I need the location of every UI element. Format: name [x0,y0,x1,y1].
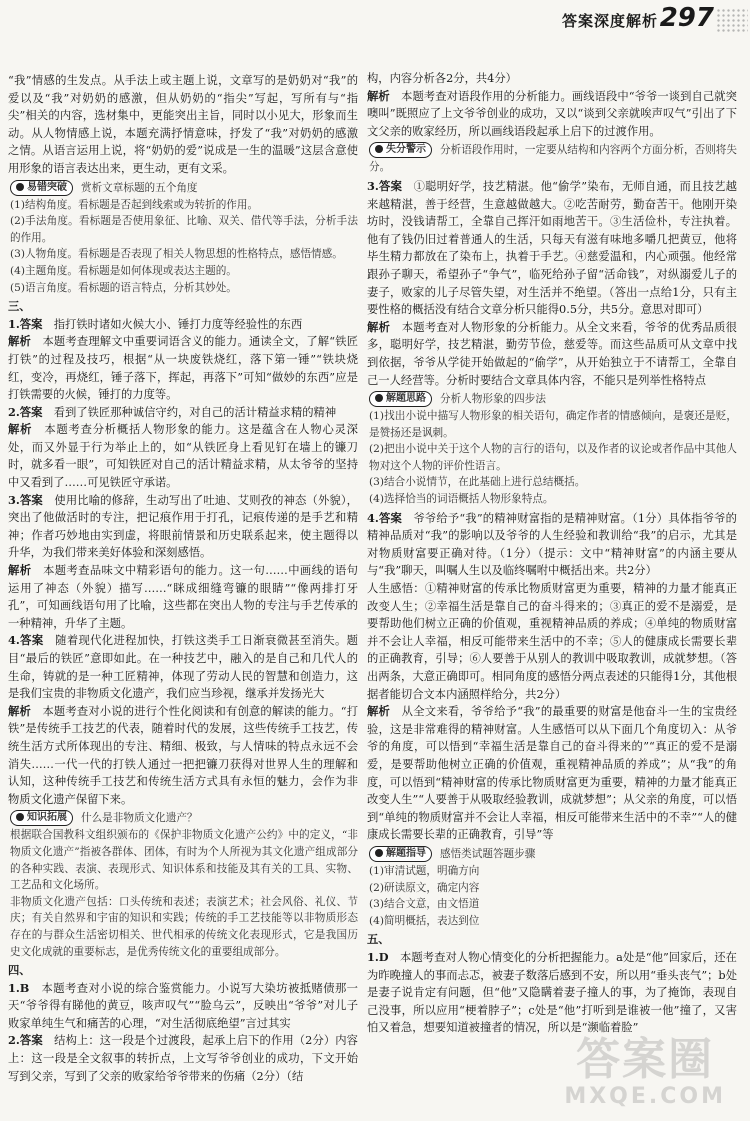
analysis-item: 解析 本题考查分析概括人物形象的能力。这是蕴含在人物心灵深处，而又外显于行为举止上的，如“从铁匠身上看见钉在墙上的镰刀时，就多看一眼”，可知铁匠对自己的活计精益求精，从太爷爷的坚持中又看到了……可见铁匠守承诺。 [8,422,358,490]
tip-tag: 解题思路 [369,391,432,407]
tip-box-steps [367,846,737,929]
answer-item: 4.答案 随着现代化进程加快，打铁这类手工日渐衰微甚至消失。题目“最后的铁匠”意即如此。在一种技艺中，融入的是自己和几代人的生命，铸就的是一种工匠精神，体现了劳动人民的智慧和创造力，这是我们宝贵的非物质文化遗产，我们应当珍视，继承并发扬光大 [8,633,358,701]
tip-line: (3)人物角度。看标题是否表现了相关人物思想的性格特点，感悟情感。 [10,248,343,261]
tip-line: (1)结构角度。看标题是否起到线索或为转折的作用。 [10,198,259,211]
watermark-logo: 答案圈 [576,1034,715,1085]
tip-line: (4)主题角度。看标题是如何体现或表达主题的。 [10,264,237,277]
header-title: 答案深度解析 [561,12,658,30]
answer-item: 1.答案 指打铁时诸如火候大小、锤打力度等经验性的东西 [8,316,303,331]
tip-tag: 失分警示 [369,142,432,158]
tip-line: (1)审清试题，明确方向 [369,864,480,877]
watermark-url: MXQE.COM [564,1084,726,1109]
analysis-item: 解析 本题考查对小说的进行个性化阅读和有创意的解读的能力。“打铁”是传统手工技艺的代表，随着时代的发展，这些传统手工技艺，传统生活方式所体现出的专注、精细、极致，与人情味的特点永远不会消失……一代一代的打铁人通过一把把镰刀获得对世界人生的理解和认知，这种传统手工技艺和传统生活方式具有永恒的魅力，会作为非物质文化遗产保留下来。 [8,703,358,806]
right-column [367,70,737,1037]
tip-line: (5)语言角度。看标题的语言特点，分析其妙处。 [10,281,237,294]
analysis-item: 解析 本题考查理解文中重要词语含义的能力。通读全文，了解“铁匠打铁”的过程及技巧，根据“从一块废铁烧红，落下第一锤”“铁块烧红，变冷，再烧红，锤子落下，挥起，再落下”可知“做妙的东西”应是打铁需要的火候，锤打的力度等。 [8,334,358,402]
tip-text: 分析语段作用时，一定要从结构和内容两个方面分析，否则将失分。 [369,144,737,174]
analysis-item: 解析 从全文来看，爷爷给予“我”的最重要的财富是他奋斗一生的宝贵经验，这是非常难得的精神财富。人生感悟可以从下面几个角度切入：从爷爷的角度，可以悟到“幸福生活是靠自己的奋斗得来的”“真正的爱不是溺爱，是要帮助他树立正确的价值观，重视精神品质的养成”；从“我”的角度，可以悟到“精神财富的传承比物质财富更为重要，精神的力量才能真正改变人生”“人要善于从吸取经验教训，成就梦想”；从父亲的角度，可以悟到“单纯的物质财富并不会让人幸福，相反可能带来生活中的不幸”“人的健康成长需要长辈的正确教育，引导”等 [367,704,737,842]
tip-box-method [367,391,737,508]
watermark [564,1036,726,1109]
analysis-item: 解析 本题考查对人物形象的分析能力。从全文来看，爷爷的优秀品质很多，聪明好学，技艺精湛，勤劳节俭，慈爱等。而这些品质可从文章中找到依据，爷爷从学徒开始做起的“偷学”，从开始独立于不请帮工，全靠自己一人经营等。分析时要结合文章具体内容，不能只是列举性格特点 [367,319,737,387]
decorative-dots [716,8,748,32]
answer-item: 3.答案 ①聪明好学，技艺精湛。他“偷学”染布，无师自通，而且技艺越来越精湛，善于经营，生意越做越大。②吃苦耐劳，勤奋苦干。他刚开染坊时，没钱请帮工，全靠自己挥汗如雨地苦干。③生活俭朴，专注执着。他有了钱仍旧过着普通人的生活，只每天有滋有味地多嚼几把黄豆，他将毕生精力都放在了染布上，执着于手艺。④慈爱温和，内心顽强。他经常跟孙子聊天，希望孙子“争气”，临死给孙子留“活命钱”，对纵溺爱儿子的妻子，败家的儿子尽管失望，对生活并不绝望。（答出一点给1分，只有主要性格的概括没有结合文章分析只能得0.5分，共5分。意思对即可） [367,178,737,317]
tip-intro: 赏析文章标题的五个角度 [81,181,198,194]
tip-line: 根据联合国教科文组织颁布的《保护非物质文化遗产公约》中的定义，“非物质文化遗产”指被各群体、团体，有时为个人所视为其文化遗产组成部分的各种实践、表演、表现形式、知识体系和技能及其有关的工具、实物、工艺品和文化场所。 [10,829,358,892]
analysis-item: 解析 本题考查品味文中精彩语句的能力。这一句……中画线的语句运用了神态（外貌）描写……“眯成细缝弯镰的眼睛”“像两排打牙孔”，可知画线语句用了比喻，这些都在突出人物的专注与手艺传承的一种精神，升华了主题。 [8,563,358,630]
tip-intro: 分析人物形象的四步法 [440,393,546,406]
analysis-item: 解析 本题考查对语段作用的分析能力。画线语段中“爷爷一谈到自己就突噢叫”既照应了上文爷爷创业的成功，又以“谈到父亲就唉声叹气”引出了下文父亲的败家经历，所以画线语段起承上启下的过渡作用。 [367,88,737,138]
section-heading: 四、 [8,963,31,978]
left-column [8,72,358,1085]
paragraph: 构，内容分析各2分，共4分） [367,72,517,85]
tip-intro: 什么是非物质文化遗产？ [81,812,198,825]
tip-tag: 解题指导 [369,846,432,862]
tip-tag: 知识拓展 [10,810,73,826]
section-heading: 五、 [367,932,390,947]
tip-line: (3)结合小说情节，在此基础上进行总结概括。 [369,476,586,489]
tip-line: (2)手法角度。看标题是否使用象征、比喻、双关、借代等手法，分析手法的作用。 [10,215,358,244]
page-header [0,0,750,40]
paragraph: “我”情感的生发点。从手法上或主题上说，文章写的是奶奶对“我”的爱以及“我”对奶奶的感激，但从奶奶的“指尖”写起，写所有与“指尖”相关的内容，选材集中，更能突出主旨，同时以小见大，形象而生动。从人物情感上说，本题充满抒情意味，抒发了“我”对奶奶的感激之情。从语言运用上说，将“奶奶的爱”说成是一生的温暖”这层含意使用形象的语言表达出来，更生动，更有文采。 [8,74,358,175]
tip-box-heritage [8,810,358,960]
answer-item: 2.答案 结构上：这一段是个过渡段，起承上启下的作用（2分）内容上：这一段是全文叙事的转折点，上文写爷爷创业的成功，下文开始写到父亲，写到了父亲的败家给爷爷带来的伤痛（2分）（结 [8,1033,358,1083]
tip-intro: 感悟类试题答题步骤 [440,847,536,860]
tip-box-title-analysis [8,180,358,297]
answer-item: 3.答案 使用比喻的修辞，生动写出了吐迪、艾则孜的神态（外貌），突出了他做活时的专注，把记痕作用于打孔，记痕传递的是手艺和精神；作者巧妙地由实到虚，将眼前情景和历史联系起来，使主题得以升华，为我们带来美好体验和深刻感悟。 [8,492,358,560]
tip-line: 非物质文化遗产包括：口头传统和表述；表演艺术；社会风俗、礼仪、节庆；有关自然界和宇宙的知识和实践；传统的手工艺技能等以非物质形态存在的与群众生活密切相关、世代相承的传统文化表现形式，它是我国历史文化成就的重要标志，是优秀传统文化的重要组成部分。 [10,895,358,958]
section-heading: 三、 [8,299,31,314]
answer-item: 2.答案 看到了铁匠那种诚信守约，对自己的活计精益求精的精神 [8,404,337,419]
paragraph: 人生感悟：①精神财富的传承比物质财富更为重要，精神的力量才能真正改变人生；②幸福生活是靠自己的奋斗得来的；③真正的爱不是溺爱，是要帮助他们树立正确的价值观，重视精神品质的养成；④单纯的物质财富并不会让人幸福，相反可能带来生活中的不幸；⑤人的健康成长需要长辈的正确教育，引导；⑥人要善于从别人的教训中吸取教训，成就梦想。（答出两条，大意正确即可。相同角度的感悟分两点表述的只能得1分，其他根据者能切合文本内涵照样给分，共2分） [367,582,737,701]
tip-line: (2)把出小说中关于这个人物的言行的语句，以及作者的议论或者作品中其他人物对这个人物的评价性语言。 [369,443,737,472]
page-number: 297 [659,3,714,33]
answer-item: 1.D 本题考查对人物心情变化的分析把握能力。a处是“他”回家后，还在为昨晚撞人的事而忐忑，被妻子数落后感到不安，所以用“垂头丧气”；b处是妻子说肯定有问题，但“他”又隐瞒着妻子撞人的事，为了掩饰，表现自己没事，所以应用“梗着脖子”；c处是“他”打听到是谁被一他”撞了，又害怕又着急，想要知道被撞者的情况，所以是“濒临着脸” [367,949,737,1035]
tip-tag: 易错突破 [10,180,73,196]
tip-line: (4)选择恰当的词语概括人物形象特点。 [369,493,554,506]
tip-box-warning [367,142,737,176]
tip-line: (1)找出小说中描写人物形象的相关语句，确定作者的情感倾向，是褒还是贬，是赞扬还是讽刺。 [369,410,737,439]
answer-item: 1.B 本题考查对小说的综合鉴赏能力。小说写大染坊被抵赌债那一天“爷爷得有睇他的黄豆，咳声叹气”“脸乌云”，反映出“爷爷”对儿子败家单纯生气和痛苦的心理，“对生活彻底绝望”言过其实 [8,980,358,1030]
tip-line: (3)结合文意，由文悟道 [369,898,480,911]
tip-line: (2)研读原文，确定内容 [369,881,480,894]
answer-item: 4.答案 爷爷给予“我”的精神财富指的是精神财富。（1分）具体指爷爷的精神品质对“我”的影响以及爷爷的人生经验和教训给“我”的启示，尤其是对物质财富要正确对待。（1分）（提示：文中“精神财富”的内涵主要从与“我”聊天，叫嘱人生以及临终嘱咐中概括出来。共2分） [367,510,737,578]
tip-line: (4)简明概括，表达到位 [369,914,480,927]
